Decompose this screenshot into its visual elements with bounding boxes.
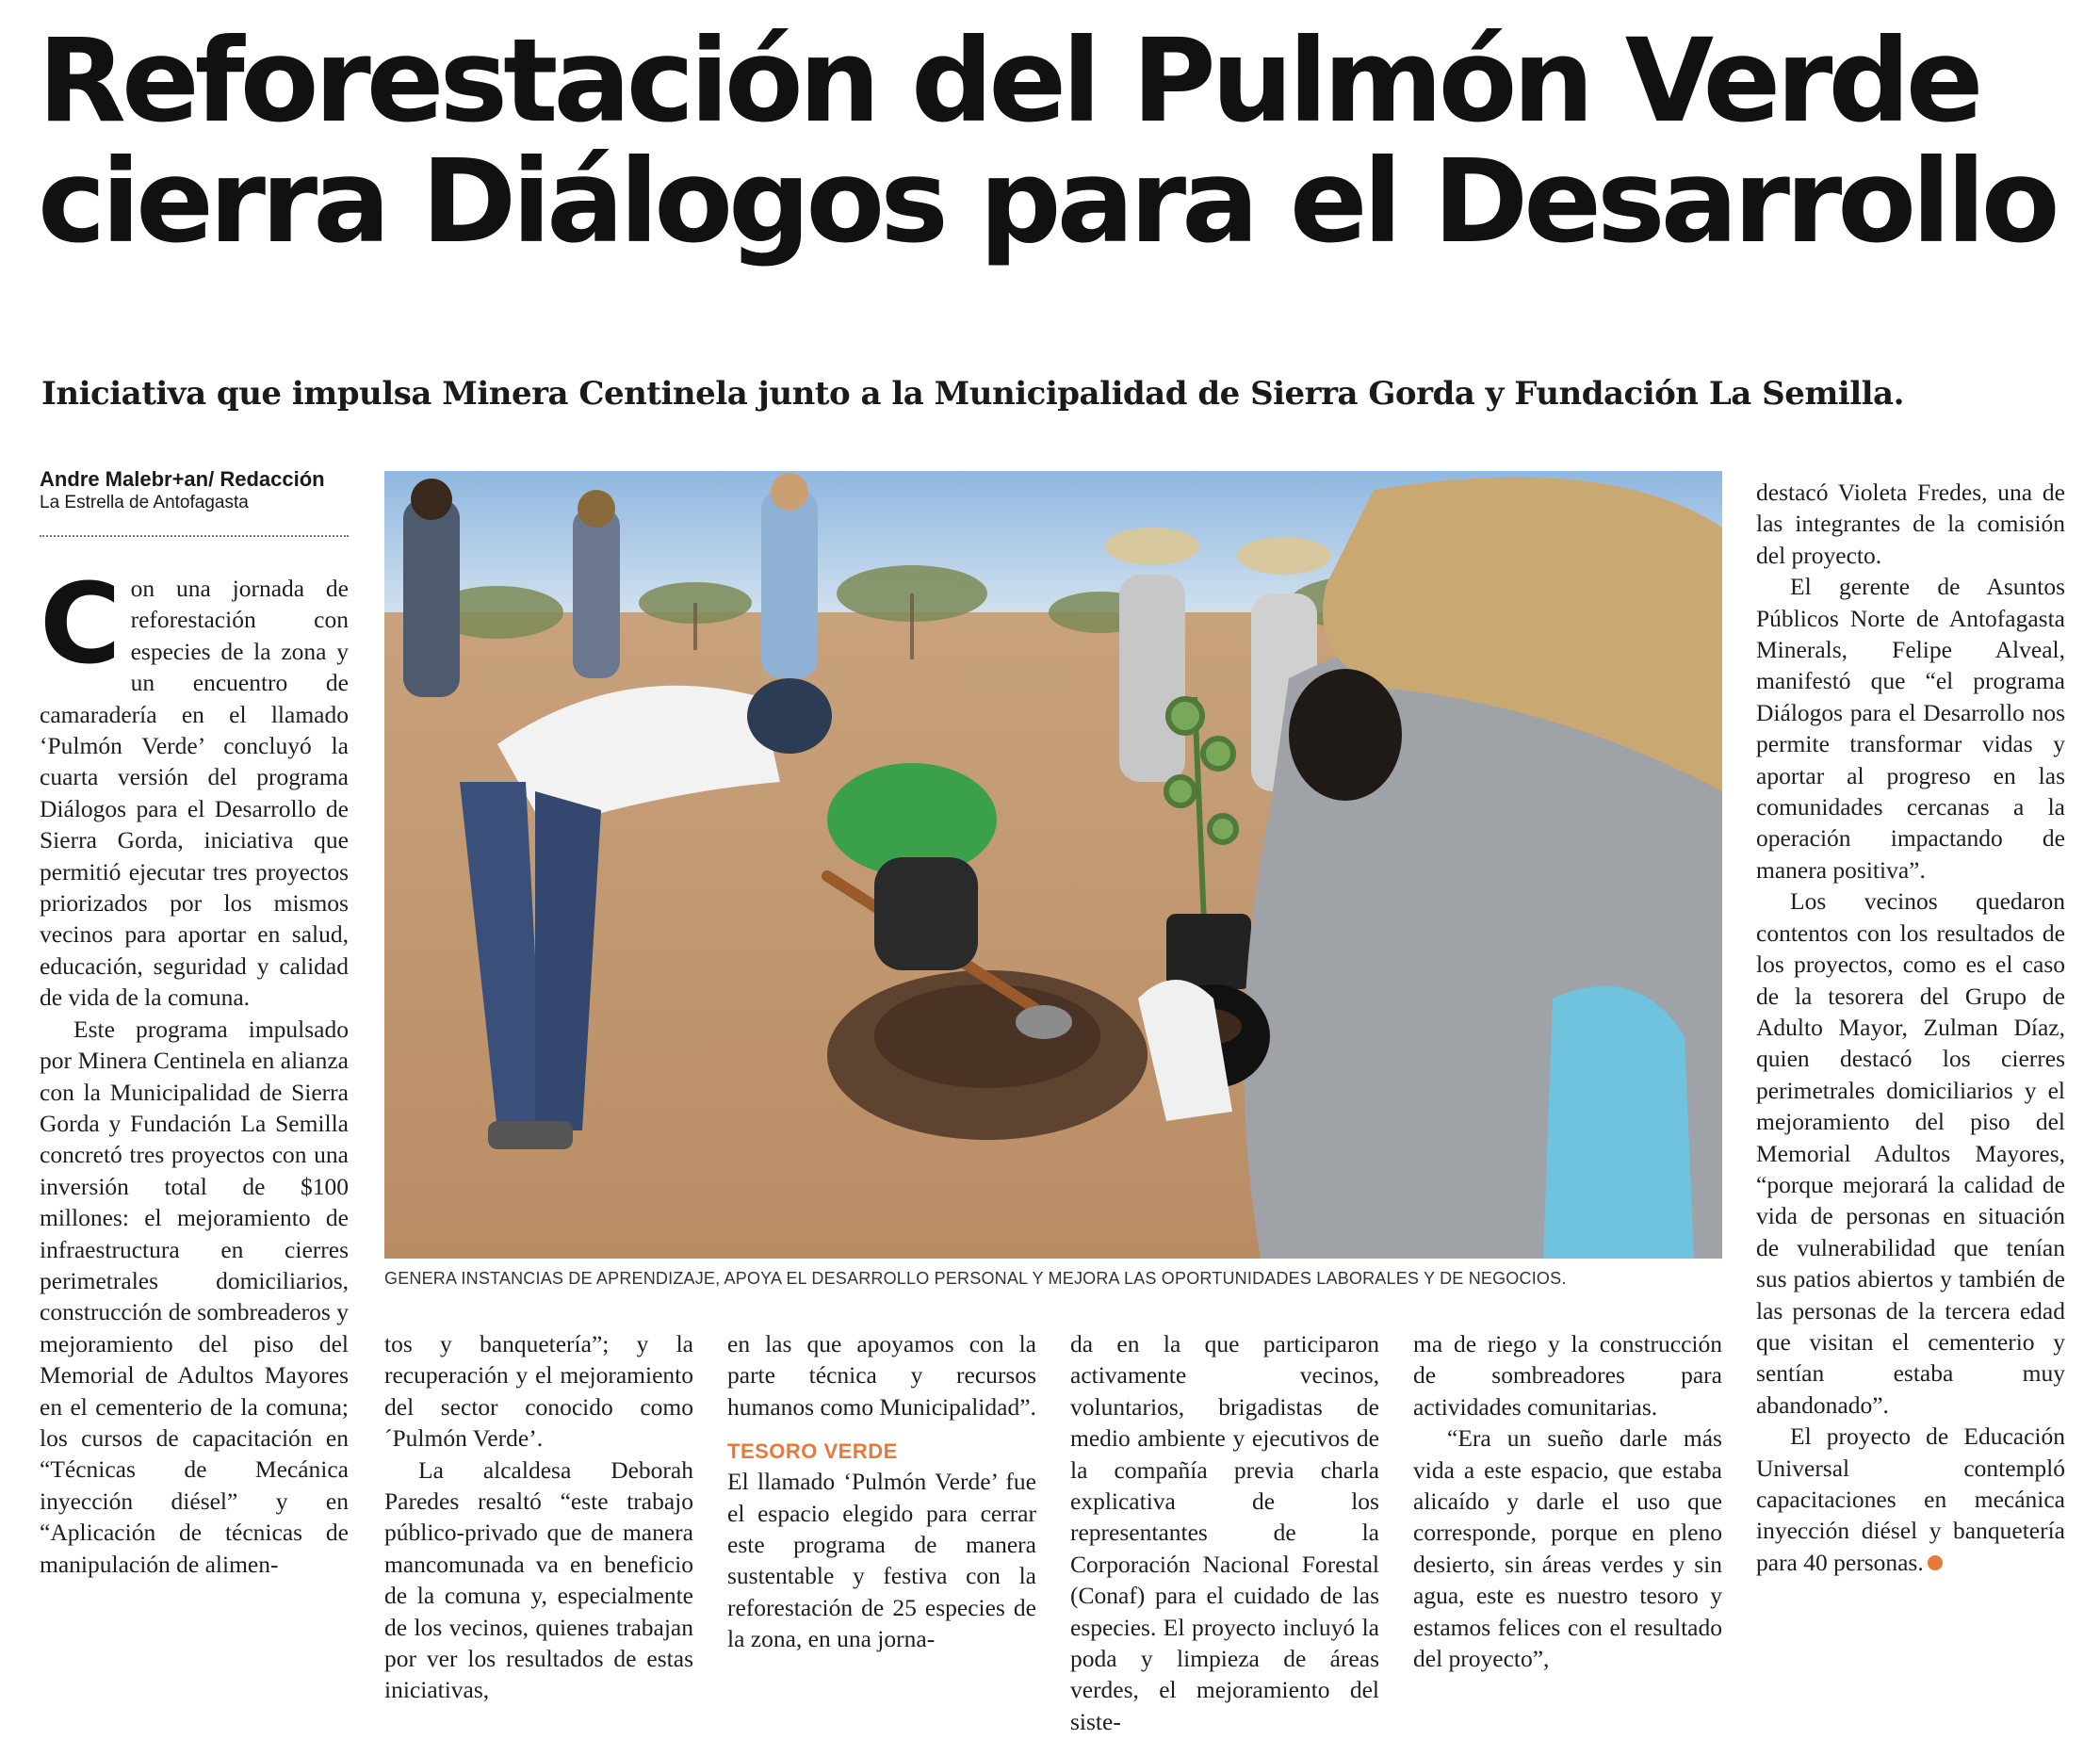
- article-paragraph: destacó Violeta Fredes, una de las integrantes de la comisión del proyecto.: [1756, 479, 2065, 569]
- article-paragraph: Este programa impulsado por Minera Centinela en alianza con la Municipalidad de Sierra Gorda y Fundación La Semilla concretó tres proyectos con una inversión total de $100 millones: el mejoramiento de infraestructura en cierres perimetrales domiciliarios, construcción de sombreaderos y mejoramiento del piso del Memorial de Adultos Mayores en el cementerio de la comuna; los cursos de capacitación en “Técnicas de Mecánica inyección diésel” y en “Aplicación de técnicas de manipulación de alimen-: [40, 1015, 349, 1578]
- byline: [40, 467, 360, 514]
- headline-line-2: cierra Diálogos para el Desarrollo: [38, 135, 2056, 268]
- article-paragraph: El llamado ‘Pulmón Verde’ fue el espacio elegido para cerrar este programa de manera sustentable y festiva con la reforestación de 25 especies de la zona, en una jorna-: [727, 1468, 1036, 1653]
- article-column-4: [1070, 1328, 1379, 1733]
- article-photo: [384, 471, 1722, 1259]
- article-column-6: [1756, 477, 2065, 1733]
- article-column-2: [384, 1328, 693, 1733]
- article-paragraph: “Era un sueño darle más vida a este espacio, que estaba alicaído y darle el uso que corresponde, porque en pleno desierto, sin áreas verdes y sin agua, este es nuestro tesoro y estamos felices con el resultado del proyecto”,: [1413, 1424, 1722, 1673]
- article-column-3: [727, 1328, 1036, 1733]
- subheadline: Iniciativa que impulsa Minera Centinela junto a la Municipalidad de Sierra Gorda y Fundación La Semilla.: [41, 375, 1904, 413]
- article-paragraph: [1756, 1421, 2065, 1578]
- end-mark-icon: [1928, 1555, 1943, 1570]
- section-subhead: TESORO VERDE: [727, 1439, 898, 1464]
- article-column-5: [1413, 1328, 1722, 1733]
- headline: [38, 14, 2073, 268]
- drop-cap: C: [40, 559, 122, 689]
- byline-divider: [40, 535, 349, 537]
- article-paragraph: Los vecinos quedaron contentos con los resultados de los proyectos, como es el caso de la tesorera del Grupo de Adulto Mayor, Zulman Díaz, quien destacó los cierres perimetrales domiciliarios y el mejoramiento del piso del Memorial Adultos Mayores, “porque mejorará la calidad de vida de personas en situación de vulnerabilidad que tenían sus patios abiertos y también de las personas de la tercera edad que visitan el cementerio y sentían estaba muy abandonado”.: [1756, 887, 2065, 1419]
- article-paragraph: La alcaldesa Deborah Paredes resaltó “este trabajo público-privado que de manera mancomunada va en beneficio de la comuna y, especialmente de los vecinos, quienes trabajan por ver los resultados de estas iniciativas,: [384, 1455, 693, 1704]
- article-paragraph: El gerente de Asuntos Públicos Norte de Antofagasta Minerals, Felipe Alveal, manifestó que “el programa Diálogos para el Desarrollo nos permite transformar vidas y aportar al progreso en las comunidades cercanas a la operación impactando de manera positiva”.: [1756, 573, 2065, 884]
- article-paragraph: en las que apoyamos con la parte técnica y recursos humanos como Municipalidad”.: [727, 1330, 1036, 1421]
- paragraph-text: El proyecto de Educación Universal contempló capacitaciones en mecánica inyección diésel y banquetería para 40 personas.: [1756, 1422, 2065, 1576]
- byline-outlet: La Estrella de Antofagasta: [40, 493, 249, 512]
- byline-author: Andre Malebr+an/ Redacción: [40, 467, 325, 491]
- article-paragraph: [40, 559, 349, 1014]
- paragraph-text: on una jornada de reforestación con especies de la zona y un encuentro de camaradería en el llamado ‘Pulmón Verde’ concluyó la cuarta versión del programa Diálogos para el Desarrollo de Sierra Gorda, iniciativa que permitió ejecutar tres proyectos priorizados por los mismos vecinos para aportar en salud, educación, seguridad y calidad de vida de la comuna.: [40, 575, 349, 1012]
- headline-line-1: Reforestación del Pulmón Verde: [38, 14, 1979, 148]
- article-paragraph: tos y banquetería”; y la recuperación y el mejoramiento del sector conocido como ´Pulmón Verde’.: [384, 1330, 693, 1453]
- reforestation-photo-illustration: [384, 471, 1722, 1259]
- article-paragraph: ma de riego y la construcción de sombreadores para actividades comunitarias.: [1413, 1330, 1722, 1421]
- article-column-1: [40, 559, 349, 1731]
- article-paragraph: da en la que participaron activamente vecinos, voluntarios, brigadistas de medio ambiente y ejecutivos de la compañía previa charla explicativa de los representantes de la Corporación Nacional Forestal (Conaf) para el cuidado de las especies. El proyecto incluyó la poda y limpieza de áreas verdes, el mejoramiento del siste-: [1070, 1330, 1379, 1735]
- photo-caption: GENERA INSTANCIAS DE APRENDIZAJE, APOYA EL DESARROLLO PERSONAL Y MEJORA LAS OPORTUNIDADES LABORALES Y DE NEGOCIOS.: [384, 1269, 1567, 1288]
